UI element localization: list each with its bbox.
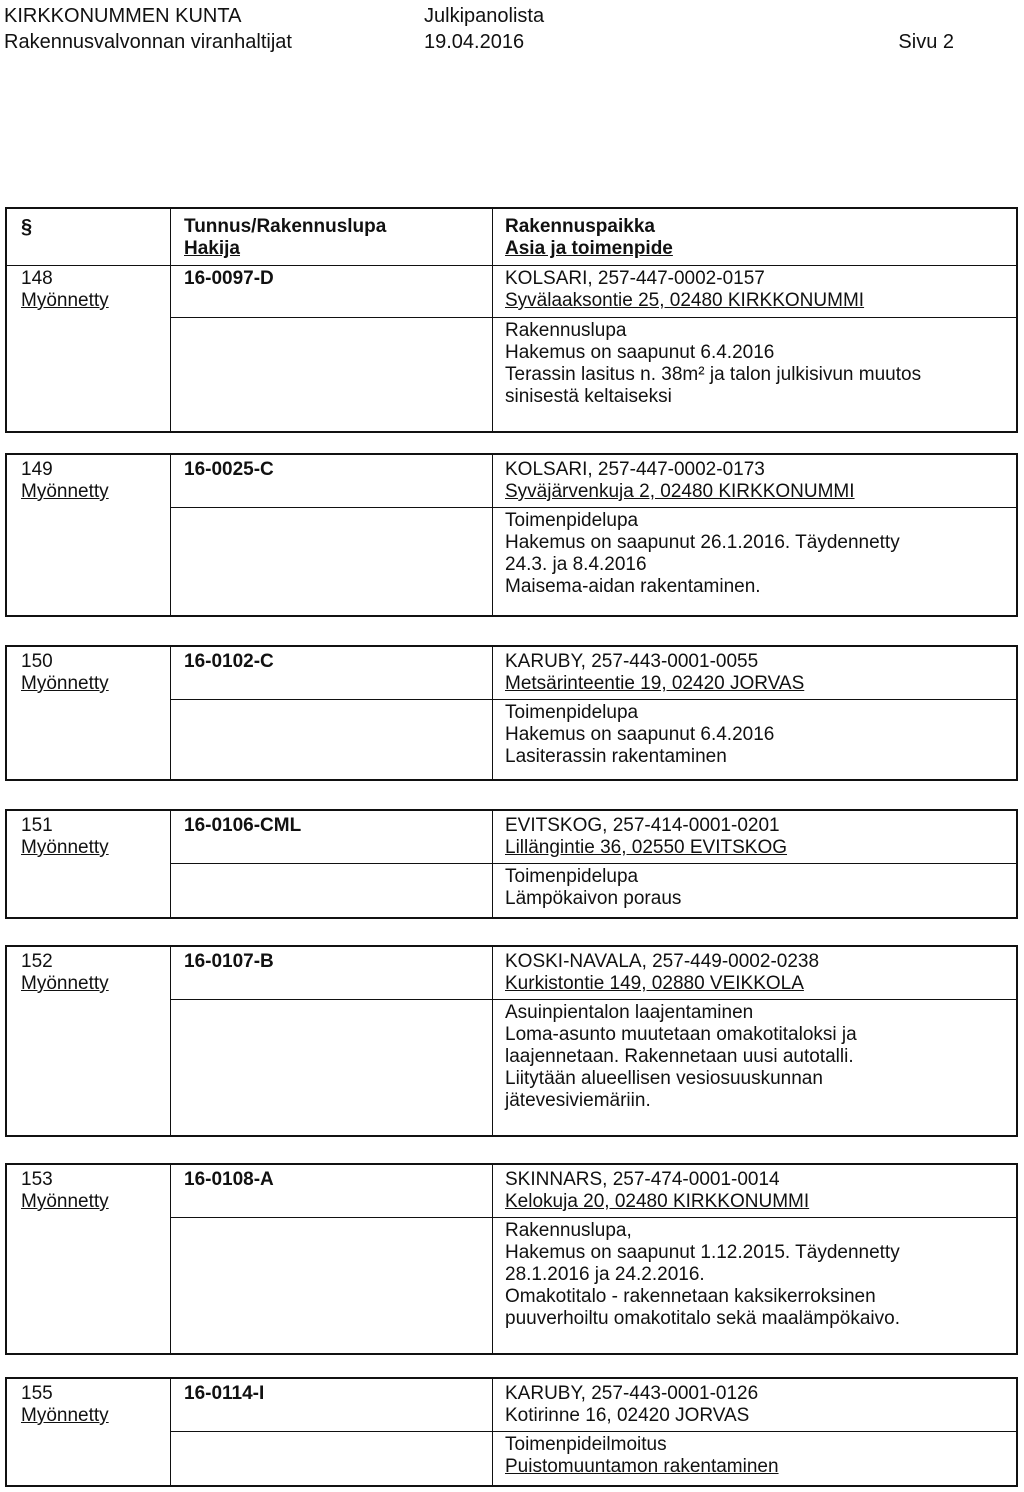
permit-id: 16-0097-D (184, 268, 274, 289)
column-divider (492, 1379, 493, 1485)
action-details: Rakennuslupa, Hakemus on saapunut 1.12.2015. Täydennetty 28.1.2016 ja 24.2.2016. Omakotitalo - rakennetaan kaksikerroksinen puuverhoiltu omakotitalo sekä maalämpökaivo. (505, 1220, 900, 1329)
row-divider (170, 1431, 1016, 1432)
section-number: 149 Myönnetty (21, 459, 109, 502)
column-divider (170, 1379, 171, 1485)
building-site: KOLSARI, 257-447-0002-0173 Syväjärvenkuja 2, 02480 KIRKKONUMMI (505, 459, 855, 502)
column-divider (170, 947, 171, 1135)
permit-id: 16-0025-C (184, 459, 274, 480)
column-divider (492, 209, 493, 431)
action-details: Toimenpidelupa Hakemus on saapunut 6.4.2016 Lasiterassin rakentaminen (505, 702, 775, 767)
section-number: 153 Myönnetty (21, 1169, 109, 1212)
entry-box-153 (5, 1163, 1018, 1355)
action-details: Rakennuslupa Hakemus on saapunut 6.4.2016 Terassin lasitus n. 38m² ja talon julkisivun muutos sinisestä keltaiseksi (505, 320, 922, 407)
department-name: Rakennusvalvonnan viranhaltijat (4, 31, 292, 53)
action-details: Toimenpidelupa Lämpökaivon poraus (505, 866, 682, 909)
column-divider (492, 647, 493, 779)
page-header (0, 0, 1024, 60)
column-divider (492, 947, 493, 1135)
document-date: 19.04.2016 (424, 31, 525, 53)
permit-id: 16-0102-C (184, 651, 274, 672)
column-divider (170, 1165, 171, 1353)
column-divider (170, 647, 171, 779)
building-site: SKINNARS, 257-474-0001-0014 Kelokuja 20, 02480 KIRKKONUMMI (505, 1169, 810, 1212)
action-details: Toimenpidelupa Hakemus on saapunut 26.1.2016. Täydennetty 24.3. ja 8.4.2016 Maisema-aidan rakentaminen. (505, 510, 900, 597)
column-divider (492, 455, 493, 615)
permit-id: 16-0114-I (184, 1383, 265, 1404)
section-number: 151 Myönnetty (21, 815, 109, 858)
row-divider (170, 317, 1016, 318)
row-divider (7, 265, 1016, 266)
entry-box-155 (5, 1377, 1018, 1487)
document-type: Julkipanolista (424, 5, 545, 27)
section-number: 152 Myönnetty (21, 951, 109, 994)
column-divider (492, 1165, 493, 1353)
column-divider (170, 811, 171, 917)
id-applicant-header: Tunnus/Rakennuslupa Hakija (184, 216, 387, 259)
action-details: Toimenpideilmoitus Puistomuuntamon rakentaminen (505, 1434, 779, 1477)
row-divider (170, 507, 1016, 508)
row-divider (170, 699, 1016, 700)
section-number: 148 Myönnetty (21, 268, 109, 311)
column-divider (170, 209, 171, 431)
entry-box-151 (5, 809, 1018, 919)
row-divider (170, 1217, 1016, 1218)
place-action-header: Rakennuspaikka Asia ja toimenpide (505, 216, 673, 259)
entry-box-150 (5, 645, 1018, 781)
building-site: KARUBY, 257-443-0001-0055 Metsärinteentie 19, 02420 JORVAS (505, 651, 805, 694)
column-divider (170, 455, 171, 615)
org-name: KIRKKONUMMEN KUNTA (4, 5, 242, 27)
building-site: EVITSKOG, 257-414-0001-0201 Lillängintie 36, 02550 EVITSKOG (505, 815, 788, 858)
entry-box-148 (5, 207, 1018, 433)
section-number: 155 Myönnetty (21, 1383, 109, 1426)
action-details: Asuinpientalon laajentaminen Loma-asunto muutetaan omakotitaloksi ja laajennetaan. Rakennetaan uusi autotalli. Liitytään alueellisen vesiosuuskunnan jätevesiviemäriin. (505, 1002, 857, 1111)
entry-box-152 (5, 945, 1018, 1137)
permit-id: 16-0106-CML (184, 815, 302, 836)
page-number: Sivu 2 (898, 31, 954, 53)
building-site: KOSKI-NAVALA, 257-449-0002-0238 Kurkistontie 149, 02880 VEIKKOLA (505, 951, 820, 994)
building-site: KOLSARI, 257-447-0002-0157 Syvälaaksontie 25, 02480 KIRKKONUMMI (505, 268, 865, 311)
column-divider (492, 811, 493, 917)
row-divider (170, 999, 1016, 1000)
permit-id: 16-0108-A (184, 1169, 274, 1190)
building-site: KARUBY, 257-443-0001-0126 Kotirinne 16, 02420 JORVAS (505, 1383, 759, 1426)
section-number: 150 Myönnetty (21, 651, 109, 694)
section-symbol-header: § (21, 216, 33, 238)
entry-box-149 (5, 453, 1018, 617)
permit-id: 16-0107-B (184, 951, 274, 972)
row-divider (170, 863, 1016, 864)
